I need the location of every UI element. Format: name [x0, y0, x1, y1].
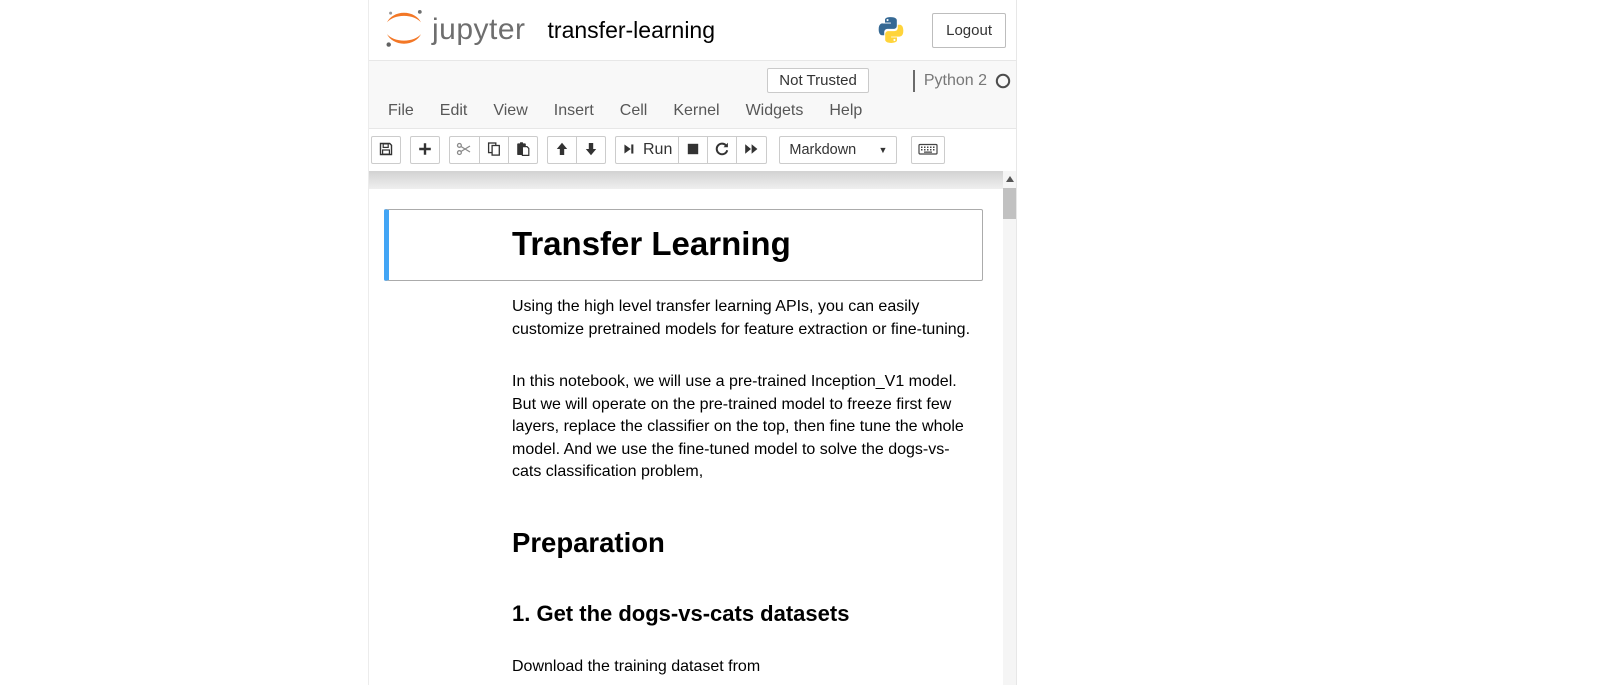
paragraph-description: In this notebook, we will use a pre-trained Inception_V1 model. But we will operate on the pre-trained model to freeze first few layers, replace the classifier on the top, then fine tune the whole model. And we use the fine-tuned model to solve the dogs-vs-cats classification problem, — [512, 371, 977, 484]
kernel-idle-circle-icon — [995, 73, 1011, 89]
jupyter-logo-icon — [381, 7, 427, 54]
stop-icon — [685, 141, 701, 160]
run-cell-button[interactable] — [615, 136, 679, 164]
jupyter-logo-text: jupyter — [432, 13, 526, 47]
heading-get-datasets: 1. Get the dogs-vs-cats datasets — [512, 601, 978, 627]
jupyter-logo[interactable] — [381, 7, 526, 54]
move-up-icon — [554, 141, 570, 160]
run-button-label: Run — [643, 141, 672, 159]
step-forward-icon — [622, 141, 636, 160]
move-cell-down-button[interactable] — [576, 136, 606, 164]
trust-status-badge[interactable]: Not Trusted — [767, 68, 869, 93]
restart-run-all-button[interactable] — [736, 136, 767, 164]
menubar — [369, 60, 1016, 129]
heading-transfer-learning: Transfer Learning — [512, 225, 978, 263]
keyboard-icon — [918, 141, 938, 160]
fast-forward-icon — [743, 141, 760, 160]
cut-icon — [456, 141, 473, 160]
interrupt-kernel-button[interactable] — [678, 136, 708, 164]
notebook-top-shadow — [369, 171, 1005, 189]
copy-icon — [486, 141, 502, 160]
cell-prompt — [389, 647, 512, 688]
kernel-separator — [913, 70, 915, 92]
add-cell-button[interactable] — [410, 136, 440, 164]
markdown-cell-description[interactable] — [384, 356, 983, 499]
notebook-content — [369, 189, 1016, 643]
notebook-container — [369, 189, 1005, 693]
save-icon — [378, 141, 394, 160]
python-logo-icon — [876, 15, 906, 45]
refresh-icon — [714, 141, 730, 160]
markdown-cell-download[interactable] — [384, 641, 983, 693]
scrollbar-thumb[interactable] — [1003, 188, 1016, 219]
markdown-cell-title[interactable] — [384, 209, 983, 281]
logout-button[interactable]: Logout — [932, 13, 1006, 48]
cell-type-select[interactable] — [779, 136, 897, 164]
cell-prompt — [389, 581, 512, 635]
move-cell-up-button[interactable] — [547, 136, 577, 164]
markdown-cell-datasets[interactable] — [384, 575, 983, 641]
kernel-name: Python 2 — [924, 72, 987, 90]
command-palette-button[interactable] — [911, 136, 945, 164]
header — [369, 0, 1016, 60]
menu-kernel[interactable]: Kernel — [660, 96, 732, 126]
menu-row — [369, 94, 1016, 128]
menu-view[interactable]: View — [480, 96, 540, 126]
vertical-scrollbar[interactable] — [1003, 171, 1016, 685]
cell-prompt — [389, 287, 512, 350]
cell-prompt — [389, 505, 512, 569]
menu-file[interactable]: File — [375, 96, 427, 126]
save-button[interactable] — [371, 136, 401, 164]
scrollbar-up-arrow-icon — [1006, 176, 1014, 182]
notebook-title[interactable]: transfer-learning — [548, 17, 715, 44]
paste-cell-button[interactable] — [508, 136, 538, 164]
move-down-icon — [583, 141, 599, 160]
cell-prompt — [389, 215, 512, 275]
indicator-row — [369, 61, 1016, 94]
menu-edit[interactable]: Edit — [427, 96, 481, 126]
menu-insert[interactable]: Insert — [541, 96, 607, 126]
copy-cell-button[interactable] — [479, 136, 509, 164]
paste-icon — [515, 141, 531, 160]
menu-widgets[interactable]: Widgets — [733, 96, 817, 126]
toolbar — [369, 129, 1016, 171]
paragraph-download: Download the training dataset from — [512, 656, 977, 679]
markdown-cell-intro[interactable] — [384, 281, 983, 356]
notebook-app — [368, 0, 1017, 685]
cell-prompt — [389, 362, 512, 493]
heading-preparation: Preparation — [512, 527, 978, 559]
cut-cell-button[interactable] — [449, 136, 480, 164]
cell-type-value: Markdown — [789, 142, 856, 158]
menu-cell[interactable]: Cell — [607, 96, 661, 126]
paragraph-intro: Using the high level transfer learning APIs, you can easily customize pretrained models for feature extraction or fine-tuning. — [512, 296, 977, 341]
restart-kernel-button[interactable] — [707, 136, 737, 164]
chevron-down-icon: ▼ — [878, 145, 887, 155]
scrollbar-up-button[interactable] — [1003, 171, 1016, 186]
markdown-cell-preparation[interactable] — [384, 499, 983, 575]
add-cell-icon — [417, 141, 433, 160]
menu-help[interactable]: Help — [816, 96, 875, 126]
